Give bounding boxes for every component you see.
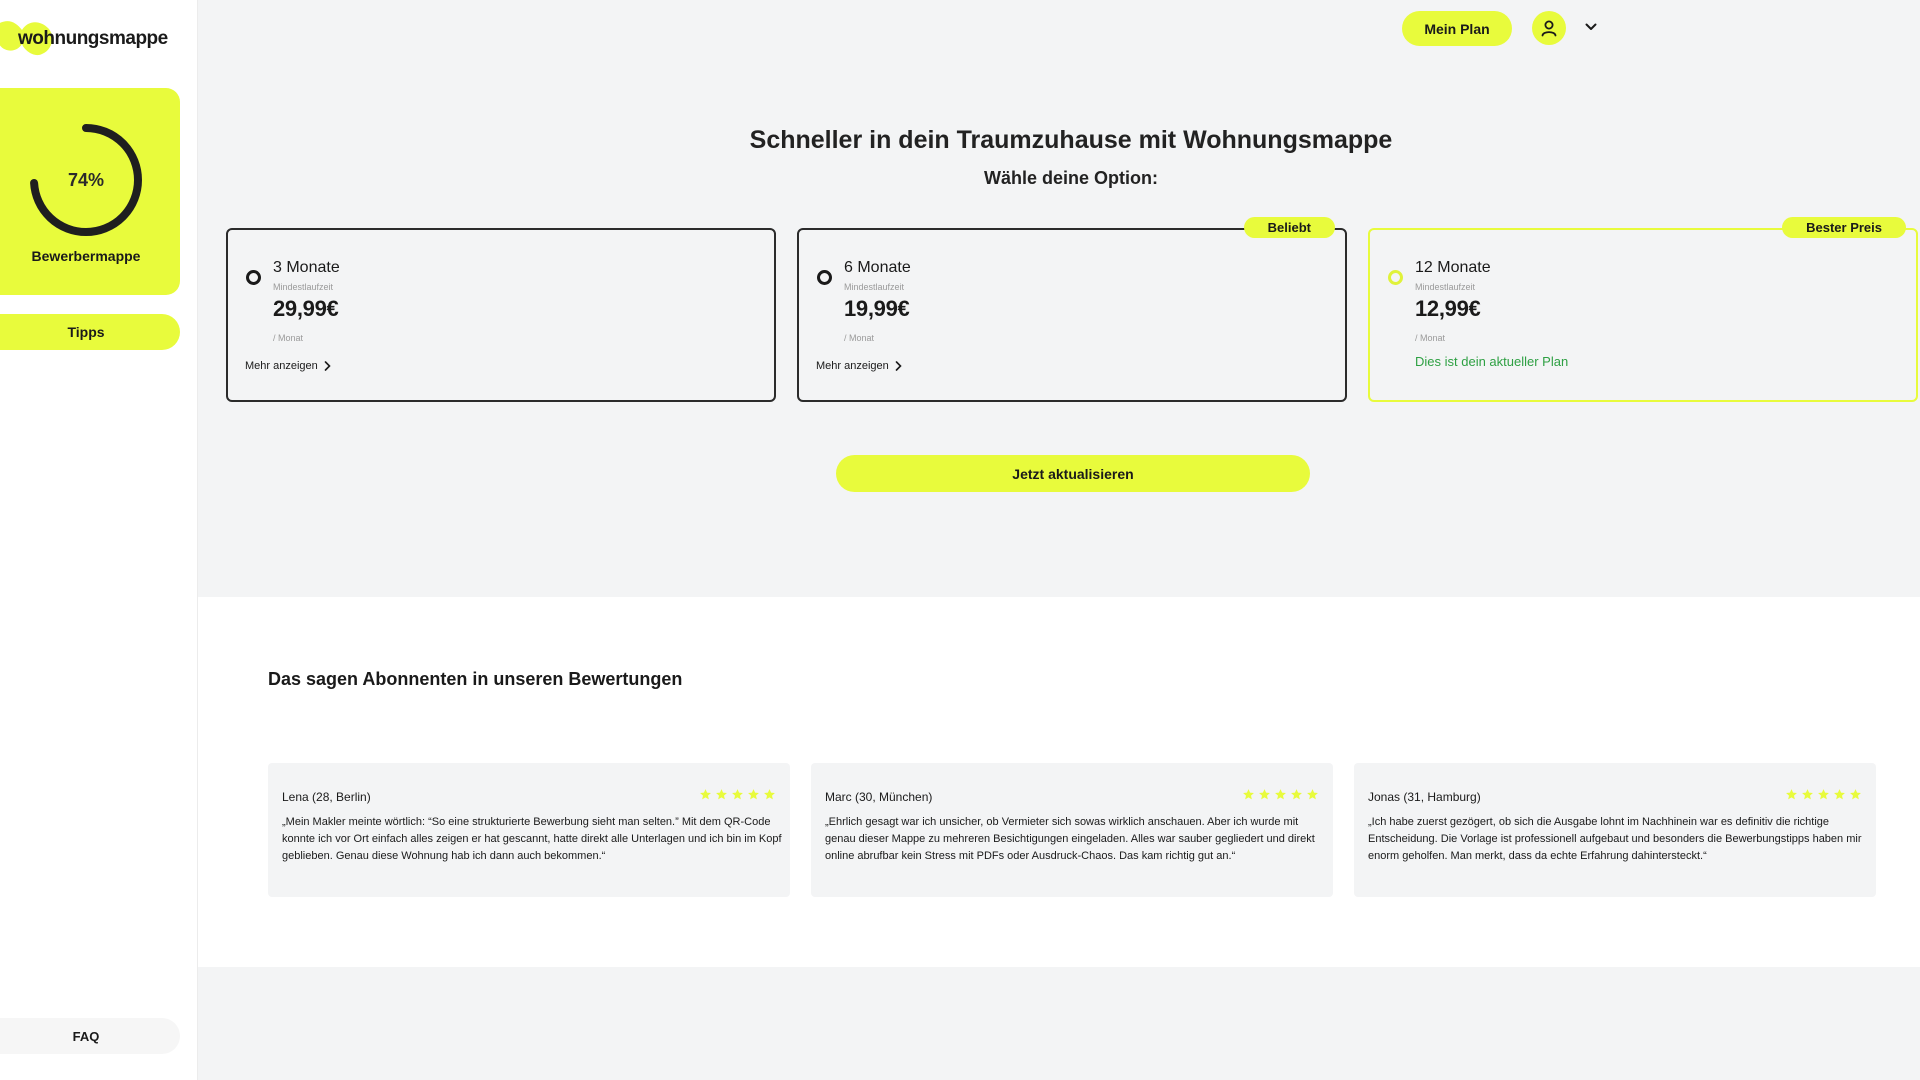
review-card [268,763,790,897]
plan-min-term: Mindestlaufzeit [273,282,334,292]
star-icon [1290,788,1303,801]
reviewer-name: Marc (30, München) [825,790,933,804]
chevron-down-icon [1585,23,1597,31]
current-plan-note: Dies ist dein aktueller Plan [1415,354,1569,369]
plan-price: 19,99€ [844,296,910,321]
reviews-title: Das sagen Abonnenten in unseren Bewertungen [268,669,683,689]
star-icon [1274,788,1287,801]
star-icon [1849,788,1862,801]
sidebar [0,0,198,1080]
star-icon [699,788,712,801]
plan-card-3-months[interactable] [226,228,776,402]
plan-price: 29,99€ [273,296,339,321]
progress-percent: 74% [67,169,105,190]
reviewer-name: Lena (28, Berlin) [282,790,371,804]
review-text: „Ich habe zuerst gezögert, ob sich die Ausgabe lohnt im Nachhinein war es definitiv die richtige Entscheidung. Die Vorlage ist professionell aufgebaut und besonders die Bewerbungstipps haben mir enorm geholfen. Man merkt, dass da echte Erfahrung dahintersteckt.“ [1368,816,1862,862]
plan-period: / Monat [844,333,875,343]
plan-min-term: Mindestlaufzeit [1415,282,1476,292]
progress-card[interactable] [0,88,180,295]
plan-radio[interactable] [246,270,261,285]
star-icon [731,788,744,801]
page-subtitle: Wähle deine Option: [984,168,1158,188]
star-icon [1306,788,1319,801]
logo[interactable] [0,16,198,64]
show-more-label: Mehr anzeigen [816,360,889,372]
star-icon [1258,788,1271,801]
account-dropdown[interactable] [1582,18,1600,36]
plan-radio[interactable] [817,270,832,285]
star-icon [1801,788,1814,801]
star-icon [1242,788,1255,801]
chevron-right-icon [895,361,902,371]
plan-period: / Monat [273,333,304,343]
review-card [811,763,1333,897]
popular-badge: Beliebt [1244,217,1335,238]
best-price-badge: Bester Preis [1782,217,1906,238]
page-title: Schneller in dein Traumzuhause mit Wohnungsmappe [749,126,1393,154]
plan-name: 6 Monate [844,259,911,276]
star-icon [1833,788,1846,801]
plan-min-term: Mindestlaufzeit [844,282,905,292]
star-icon [747,788,760,801]
chevron-right-icon [324,361,331,371]
plan-card-12-months[interactable] [1368,220,1918,402]
user-icon [1540,19,1558,37]
reviews-section [198,597,1920,967]
my-plan-button[interactable]: Mein Plan [1402,11,1512,46]
avatar[interactable] [1532,11,1566,45]
plan-card-6-months[interactable] [797,220,1347,402]
show-more-link[interactable] [245,360,331,372]
update-now-button[interactable]: Jetzt aktualisieren [836,455,1310,492]
plan-name: 12 Monate [1415,259,1491,276]
review-card [1354,763,1876,897]
review-text: „Mein Makler meinte wörtlich: “So eine strukturierte Bewerbung sieht man selten.” Mit dem QR-Code konnte ich vor Ort einfach alles zeigen er hat gescannt, hatte direkt alle Unterlagen und ich bin im Kopf geblieben. Genau diese Wohnung hab ich dann auch bekommen.“ [282,816,782,862]
show-more-label: Mehr anzeigen [245,360,318,372]
logo-text: wohnungsmappe [18,28,168,49]
star-rating [1242,788,1319,801]
plan-period: / Monat [1415,333,1446,343]
review-text: „Ehrlich gesagt war ich unsicher, ob Vermieter sich sowas wirklich anschauen. Aber ich wurde mit genau dieser Mappe zu mehreren Besichtigungen eingeladen. Alles war sauber gegliedert und direkt online abrufbar kein Stress mit PDFs oder Ausdruck-Chaos. Das kam richtig gut an.“ [825,816,1315,862]
star-rating [1785,788,1862,801]
faq-button[interactable]: FAQ [0,1018,180,1054]
plan-radio[interactable] [1388,270,1403,285]
progress-label: Bewerbermappe [31,248,141,264]
plan-price: 12,99€ [1415,296,1481,321]
star-icon [1785,788,1798,801]
tips-button[interactable]: Tipps [0,314,180,350]
reviewer-name: Jonas (31, Hamburg) [1368,790,1481,804]
star-icon [763,788,776,801]
star-icon [715,788,728,801]
plan-name: 3 Monate [273,259,340,276]
star-icon [1817,788,1830,801]
star-rating [699,788,776,801]
show-more-link[interactable] [816,360,902,372]
